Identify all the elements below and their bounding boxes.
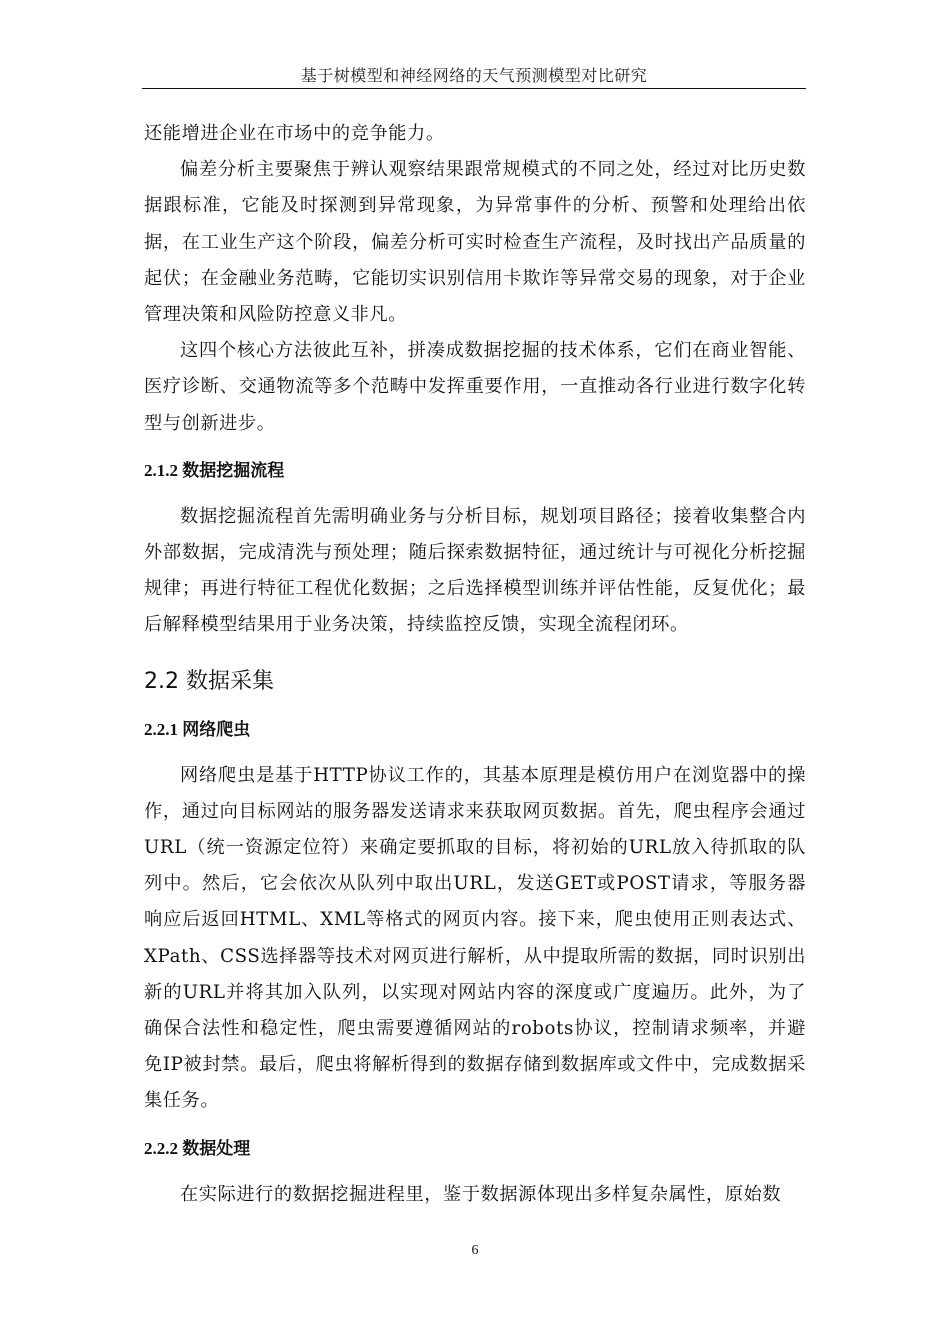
page-number: 6	[471, 1243, 479, 1258]
body-text	[144, 116, 806, 1213]
section-heading-2-2-2: 2.2.2 数据处理	[144, 1138, 251, 1158]
section-heading-2-2-1: 2.2.1 网络爬虫	[144, 719, 251, 739]
paragraph-deviation-analysis: 偏差分析主要聚焦于辨认观察结果跟常规模式的不同之处，经过对比历史数据跟标准，它能及时探测到异常现象，为异常事件的分析、预警和处理给出依据，在工业生产这个阶段，偏差分析可实时检查生产流程，及时找出产品质量的起伏；在金融业务范畴，它能切实识别信用卡欺诈等异常交易的现象，对于企业管理决策和风险防控意义非凡。	[144, 159, 806, 326]
paragraph-continued: 还能增进企业在市场中的竞争能力。	[144, 123, 445, 144]
paragraph-data-processing: 在实际进行的数据挖掘进程里，鉴于数据源体现出多样复杂属性，原始数	[180, 1183, 782, 1205]
header-rule	[142, 88, 806, 89]
section-heading-2-1-2: 2.1.2 数据挖掘流程	[144, 460, 285, 480]
paragraph-mining-process: 数据挖掘流程首先需明确业务与分析目标，规划项目路径；接着收集整合内外部数据，完成清洗与预处理；随后探索数据特征，通过统计与可视化分析挖掘规律；再进行特征工程优化数据；之后选择模型训练并评估性能，反复优化；最后解释模型结果用于业务决策，持续监控反馈，实现全流程闭环。	[144, 505, 806, 636]
running-header: 基于树模型和神经网络的天气预测模型对比研究	[300, 66, 648, 85]
paragraph-core-methods: 这四个核心方法彼此互补，拼凑成数据挖掘的技术体系，它们在商业智能、医疗诊断、交通物流等多个范畴中发挥重要作用，一直推动各行业进行数字化转型与创新进步。	[144, 340, 806, 434]
section-heading-2-2: 2.2 数据采集	[144, 668, 274, 694]
paragraph-web-crawler: 网络爬虫是基于HTTP协议工作的，其基本原理是模仿用户在浏览器中的操作，通过向目标网站的服务器发送请求来获取网页数据。首先，爬虫程序会通过URL（统一资源定位符）来确定要抓取的目标，将初始的URL放入待抓取的队列中。然后，它会依次从队列中取出URL，发送GET或POST请求，等服务器响应后返回HTML、XML等格式的网页内容。接下来，爬虫使用正则表达式、XPath、CSS选择器等技术对网页进行解析，从中提取所需的数据，同时识别出新的URL并将其加入队列，以实现对网站内容的深度或广度遍历。此外，为了确保合法性和稳定性，爬虫需要遵循网站的robots协议，控制请求频率，并避免IP被封禁。最后，爬虫将解析得到的数据存储到数据库或文件中，完成数据采集任务。	[144, 764, 806, 1112]
